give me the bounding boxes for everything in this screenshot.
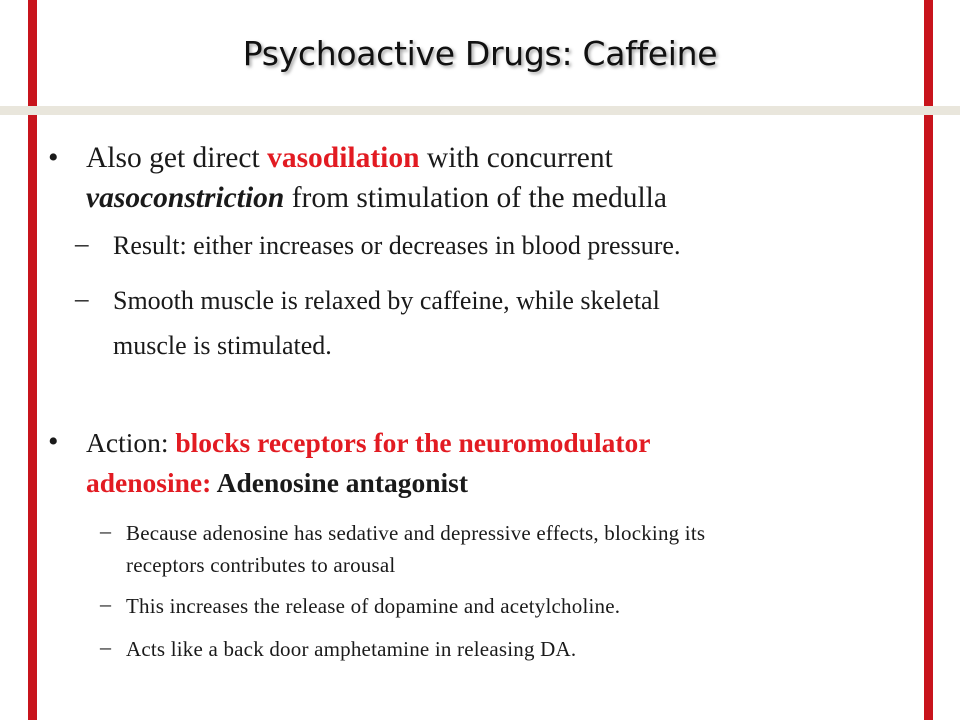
bullet-text-line-2: vasoconstriction from stimulation of the medulla <box>86 182 667 214</box>
dash-marker: – <box>100 634 111 659</box>
bullet-marker: • <box>48 141 59 174</box>
bullet-text-line-2 <box>86 463 916 503</box>
bullet-text-line-1: Action: blocks receptors for the neuromodulator <box>86 427 651 458</box>
dash-marker: – <box>75 283 89 313</box>
dash-marker: – <box>100 518 111 543</box>
adenosine-term: adenosine: <box>86 467 217 498</box>
adenosine-antagonist-term: Adenosine antagonist <box>216 467 469 498</box>
vasoconstriction-term: vasoconstriction <box>86 182 285 214</box>
slide-title: Psychoactive Drugs: Caffeine <box>242 34 718 73</box>
vasodilation-term: vasodilation <box>267 142 420 174</box>
dash-marker: – <box>100 591 111 616</box>
bullet-text-line-1: Also get direct vasodilation with concurrent <box>86 142 613 174</box>
title-divider <box>0 106 960 115</box>
blocks-receptors-phrase: blocks receptors for the neuromodulator <box>175 427 651 458</box>
dash-marker: – <box>75 228 89 258</box>
bullet-marker: • <box>48 425 59 458</box>
